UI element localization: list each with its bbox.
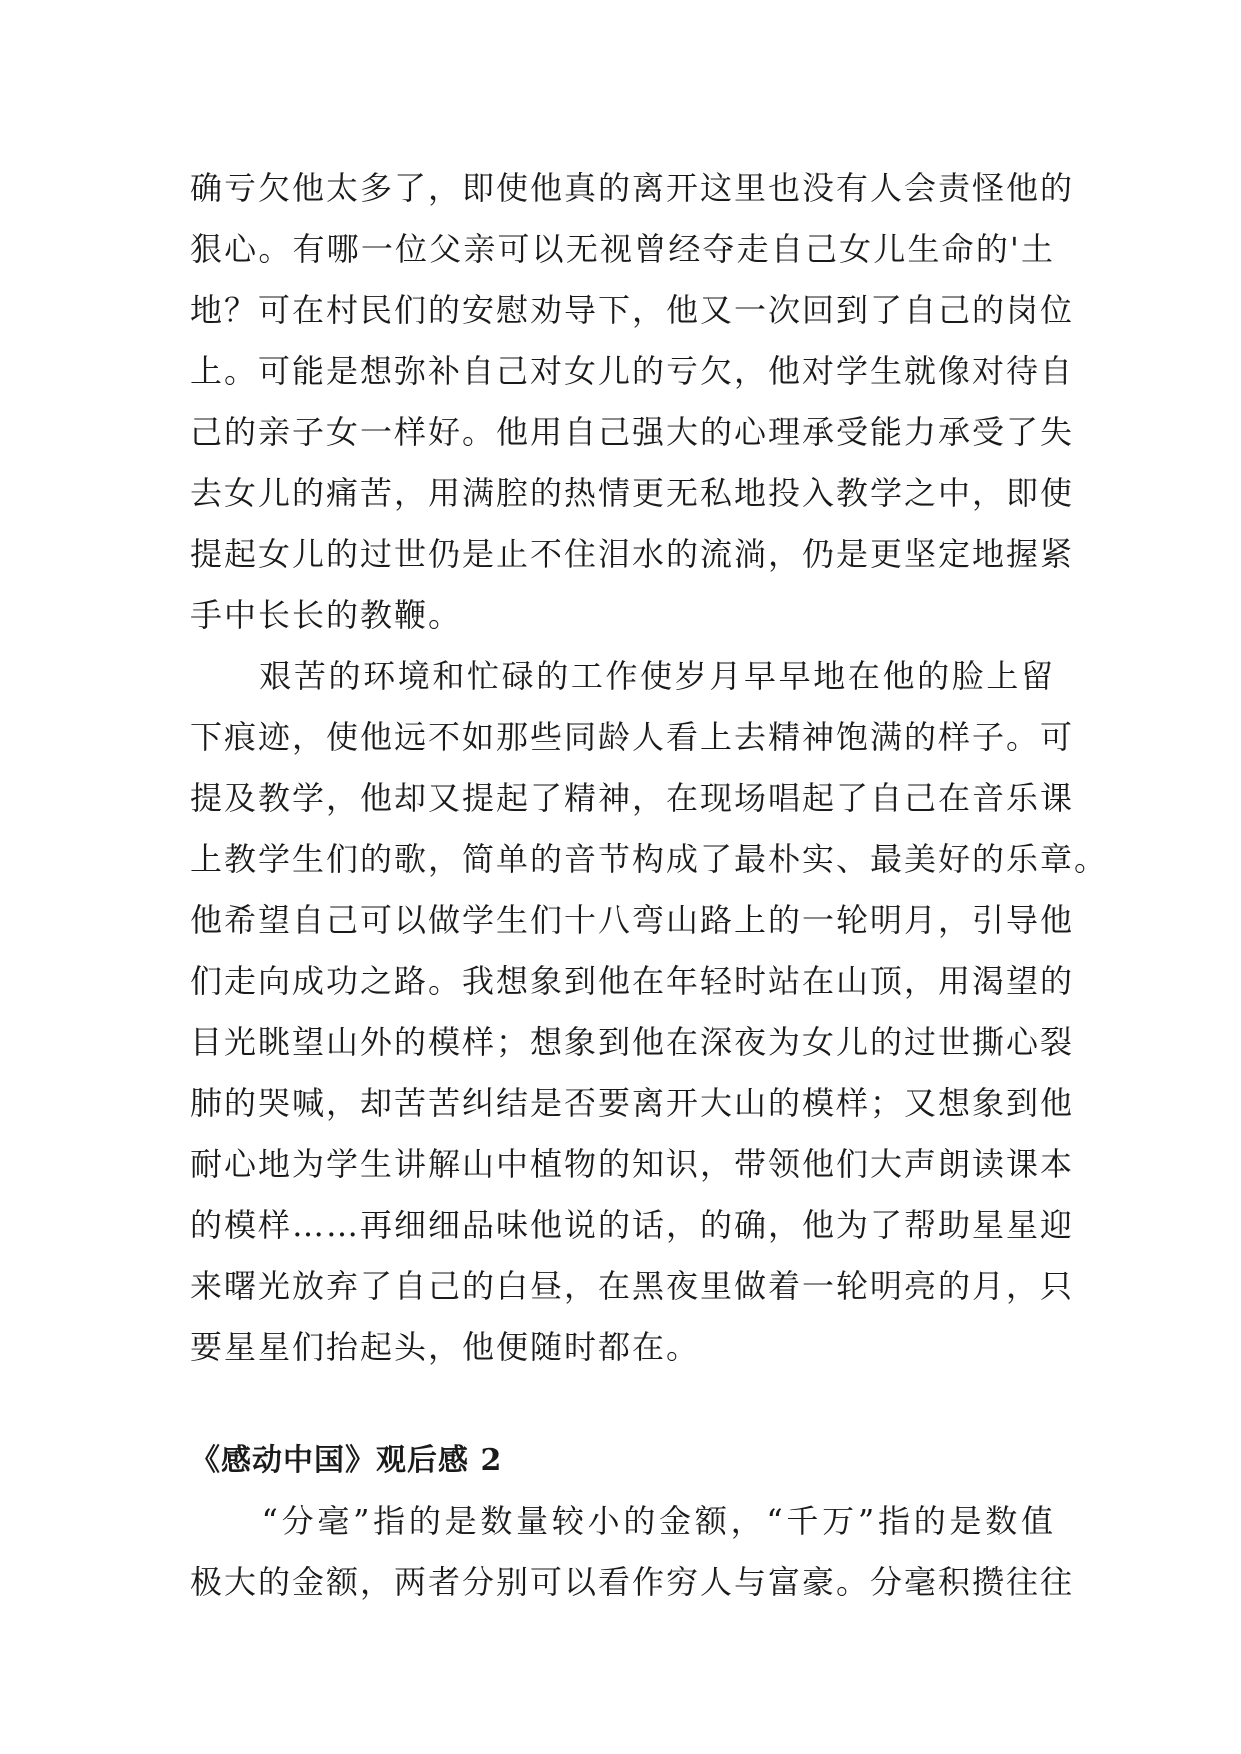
document-body [190,158,1109,1613]
paragraph-1 [190,158,1075,646]
text-line: 狠心。有哪一位父亲可以无视曾经夺走自己女儿生命的'土 [190,230,1055,268]
text-line: 确亏欠他太多了，即使他真的离开这里也没有人会责怪他的 [190,169,1075,207]
text-line: 上。可能是想弥补自己对女儿的亏欠，他对学生就像对待自 [190,352,1075,390]
text-line: 下痕迹，使他远不如那些同龄人看上去精神饱满的样子。可 [190,718,1075,756]
paragraph-2 [190,646,1109,1378]
text-line: 耐心地为学生讲解山中植物的知识，带领他们大声朗读课本 [190,1145,1075,1183]
text-line: 们走向成功之路。我想象到他在年轻时站在山顶，用渴望的 [190,962,1075,1000]
text-line: “分毫”指的是数量较小的金额，“千万”指的是数值 [190,1502,1055,1540]
text-line: 极大的金额，两者分别可以看作穷人与富豪。分毫积攒往往 [190,1563,1075,1601]
text-line: 手中长长的教鞭。 [190,596,463,634]
text-line: 提起女儿的过世仍是止不住泪水的流淌，仍是更坚定地握紧 [190,535,1075,573]
text-line: 己的亲子女一样好。他用自己强大的心理承受能力承受了失 [190,413,1075,451]
section-heading: 《感动中国》观后感 2 [190,1443,503,1478]
paragraph-3 [190,1491,1075,1613]
text-line: 来曙光放弃了自己的白昼，在黑夜里做着一轮明亮的月，只 [190,1267,1075,1305]
text-line: 他希望自己可以做学生们十八弯山路上的一轮明月，引导他 [190,901,1075,939]
text-line: 提及教学，他却又提起了精神，在现场唱起了自己在音乐课 [190,779,1075,817]
text-line: 的模样……再细细品味他说的话，的确，他为了帮助星星迎 [190,1206,1075,1244]
text-line: 肺的哭喊，却苦苦纠结是否要离开大山的模样；又想象到他 [190,1084,1075,1122]
text-line: 地？可在村民们的安慰劝导下，他又一次回到了自己的岗位 [190,291,1075,329]
text-line: 去女儿的痛苦，用满腔的热情更无私地投入教学之中，即使 [190,474,1075,512]
text-line: 目光眺望山外的模样；想象到他在深夜为女儿的过世撕心裂 [190,1023,1075,1061]
text-line: 要星星们抬起头，他便随时都在。 [190,1328,701,1366]
text-line: 艰苦的环境和忙碌的工作使岁月早早地在他的脸上留 [190,657,1055,695]
text-line: 上教学生们的歌，简单的音节构成了最朴实、最美好的乐章。 [190,840,1109,878]
